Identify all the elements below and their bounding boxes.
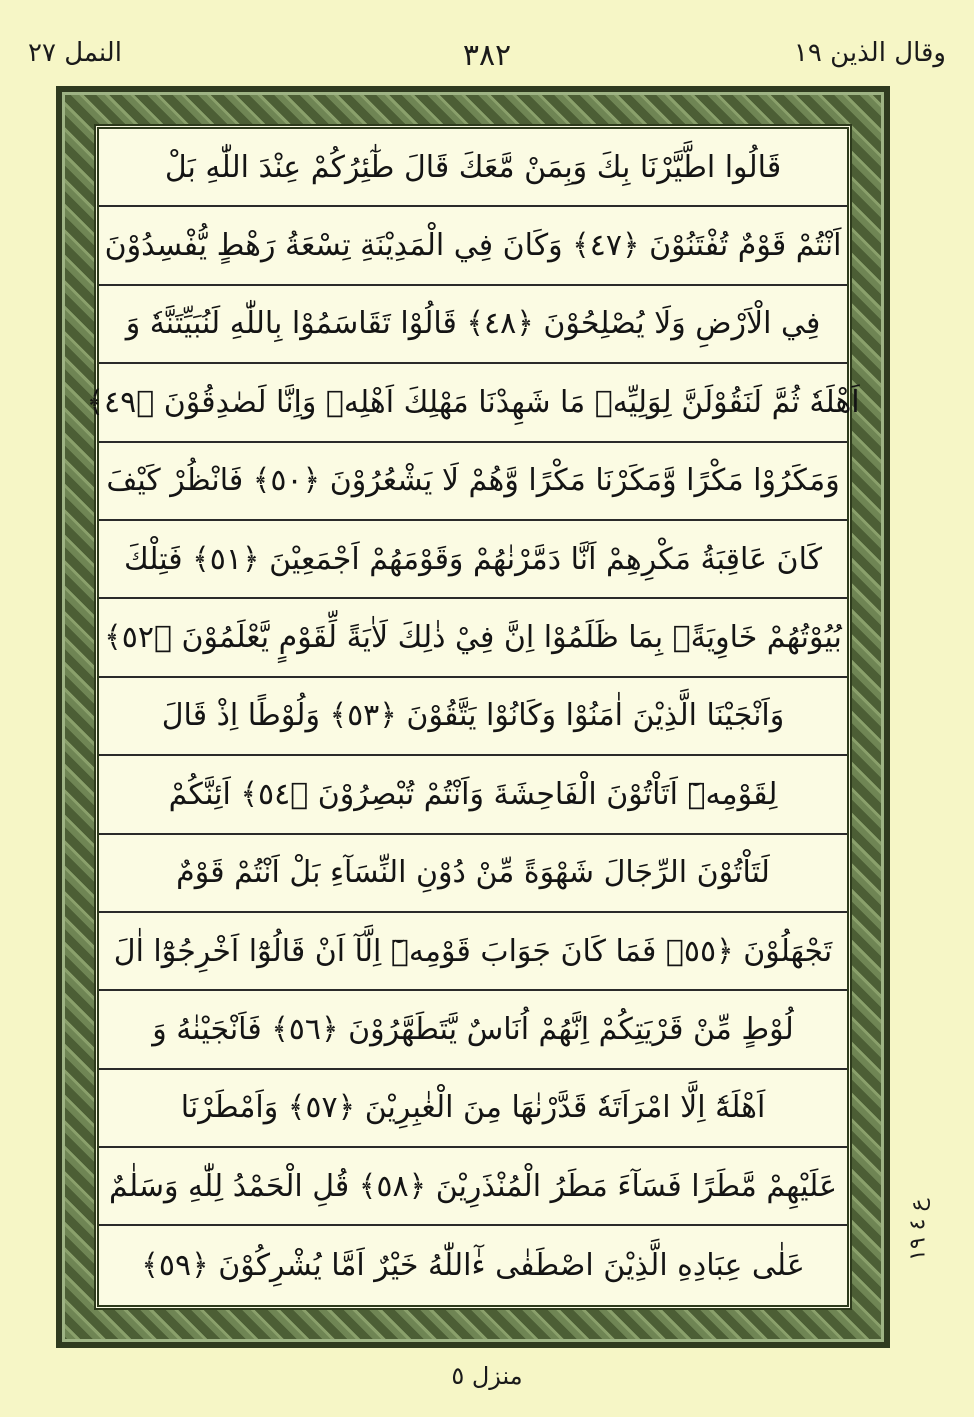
text-panel (86, 124, 860, 1310)
text-line: قَالُوا اطَّيَّرْنَا بِكَ وَبِمَنْ مَّعَكَ قَالَ طٰٓئِرُكُمْ عِنْدَ اللّٰهِ بَلْ (99, 129, 847, 207)
page-number: ٣٨٢ (462, 38, 512, 73)
text-line: اَهْلَهٗ ثُمَّ لَنَقُوْلَنَّ لِوَلِيِّهٖ مَا شَهِدْنَا مَهْلِكَ اَهْلِهٖ وَاِنَّا لَصٰدِقُوْنَ ﴿٤٩﴾ (99, 364, 847, 442)
ornamental-border (56, 86, 890, 1348)
text-line: اَهْلَهٗٓ اِلَّا امْرَاَتَهٗ قَدَّرْنٰهَا مِنَ الْغٰبِرِيْنَ ﴿٥٧﴾ وَاَمْطَرْنَا (99, 1070, 847, 1148)
text-line: فِي الْاَرْضِ وَلَا يُصْلِحُوْنَ ﴿٤٨﴾ قَالُوْا تَقَاسَمُوْا بِاللّٰهِ لَنُبَيِّتَنَّهٗ وَ (99, 286, 847, 364)
text-line: بُيُوْتُهُمْ خَاوِيَةًۢ بِمَا ظَلَمُوْا اِنَّ فِيْ ذٰلِكَ لَاٰيَةً لِّقَوْمٍ يَّعْلَمُوْنَ ﴿٥٢﴾ (99, 599, 847, 677)
text-line: عَلٰى عِبَادِهِ الَّذِيْنَ اصْطَفٰى ءٰٓاللّٰهُ خَيْرٌ اَمَّا يُشْرِكُوْنَ ﴿٥٩﴾ (141, 1248, 805, 1284)
juz-label: وقال الذين ١٩ (793, 38, 946, 68)
text-line: اَنْتُمْ قَوْمٌ تُفْتَنُوْنَ ﴿٤٧﴾ وَكَانَ فِي الْمَدِيْنَةِ تِسْعَةُ رَهْطٍ يُّفْسِدُوْنَ (99, 207, 847, 285)
ruku-marker: ع ٤ ١٩ (905, 1198, 931, 1262)
text-line: كَانَ عَاقِبَةُ مَكْرِهِمْ اَنَّا دَمَّرْنٰهُمْ وَقَوْمَهُمْ اَجْمَعِيْنَ ﴿٥١﴾ فَتِلْكَ (99, 521, 847, 599)
text-line: عَلَيْهِمْ مَّطَرًا فَسَآءَ مَطَرُ الْمُنْذَرِيْنَ ﴿٥٨﴾ قُلِ الْحَمْدُ لِلّٰهِ وَسَلٰمٌ (99, 1148, 847, 1226)
page-header (28, 38, 946, 88)
text-line: وَمَكَرُوْا مَكْرًا وَّمَكَرْنَا مَكْرًا وَّهُمْ لَا يَشْعُرُوْنَ ﴿٥٠﴾ فَانْظُرْ كَيْفَ (99, 443, 847, 521)
text-line: لُوْطٍ مِّنْ قَرْيَتِكُمْ اِنَّهُمْ اُنَاسٌ يَّتَطَهَّرُوْنَ ﴿٥٦﴾ فَاَنْجَيْنٰهُ وَ (99, 991, 847, 1069)
surah-label: النمل ٢٧ (28, 38, 122, 68)
text-line: لِقَوْمِهٖٓ اَتَاْتُوْنَ الْفَاحِشَةَ وَاَنْتُمْ تُبْصِرُوْنَ ﴿٥٤﴾ اَئِنَّكُمْ (99, 756, 847, 834)
manzil-footer: منزل ٥ (451, 1362, 523, 1390)
text-line: لَتَاْتُوْنَ الرِّجَالَ شَهْوَةً مِّنْ دُوْنِ النِّسَآءِ بَلْ اَنْتُمْ قَوْمٌ (99, 835, 847, 913)
text-line: وَاَنْجَيْنَا الَّذِيْنَ اٰمَنُوْا وَكَانُوْا يَتَّقُوْنَ ﴿٥٣﴾ وَلُوْطًا اِذْ قَالَ (99, 678, 847, 756)
text-line: تَجْهَلُوْنَ ﴿٥٥﴾ فَمَا كَانَ جَوَابَ قَوْمِهٖٓ اِلَّآ اَنْ قَالُوْٓا اَخْرِجُوْٓا اٰلَ (99, 913, 847, 991)
verse-lines (86, 129, 860, 1305)
